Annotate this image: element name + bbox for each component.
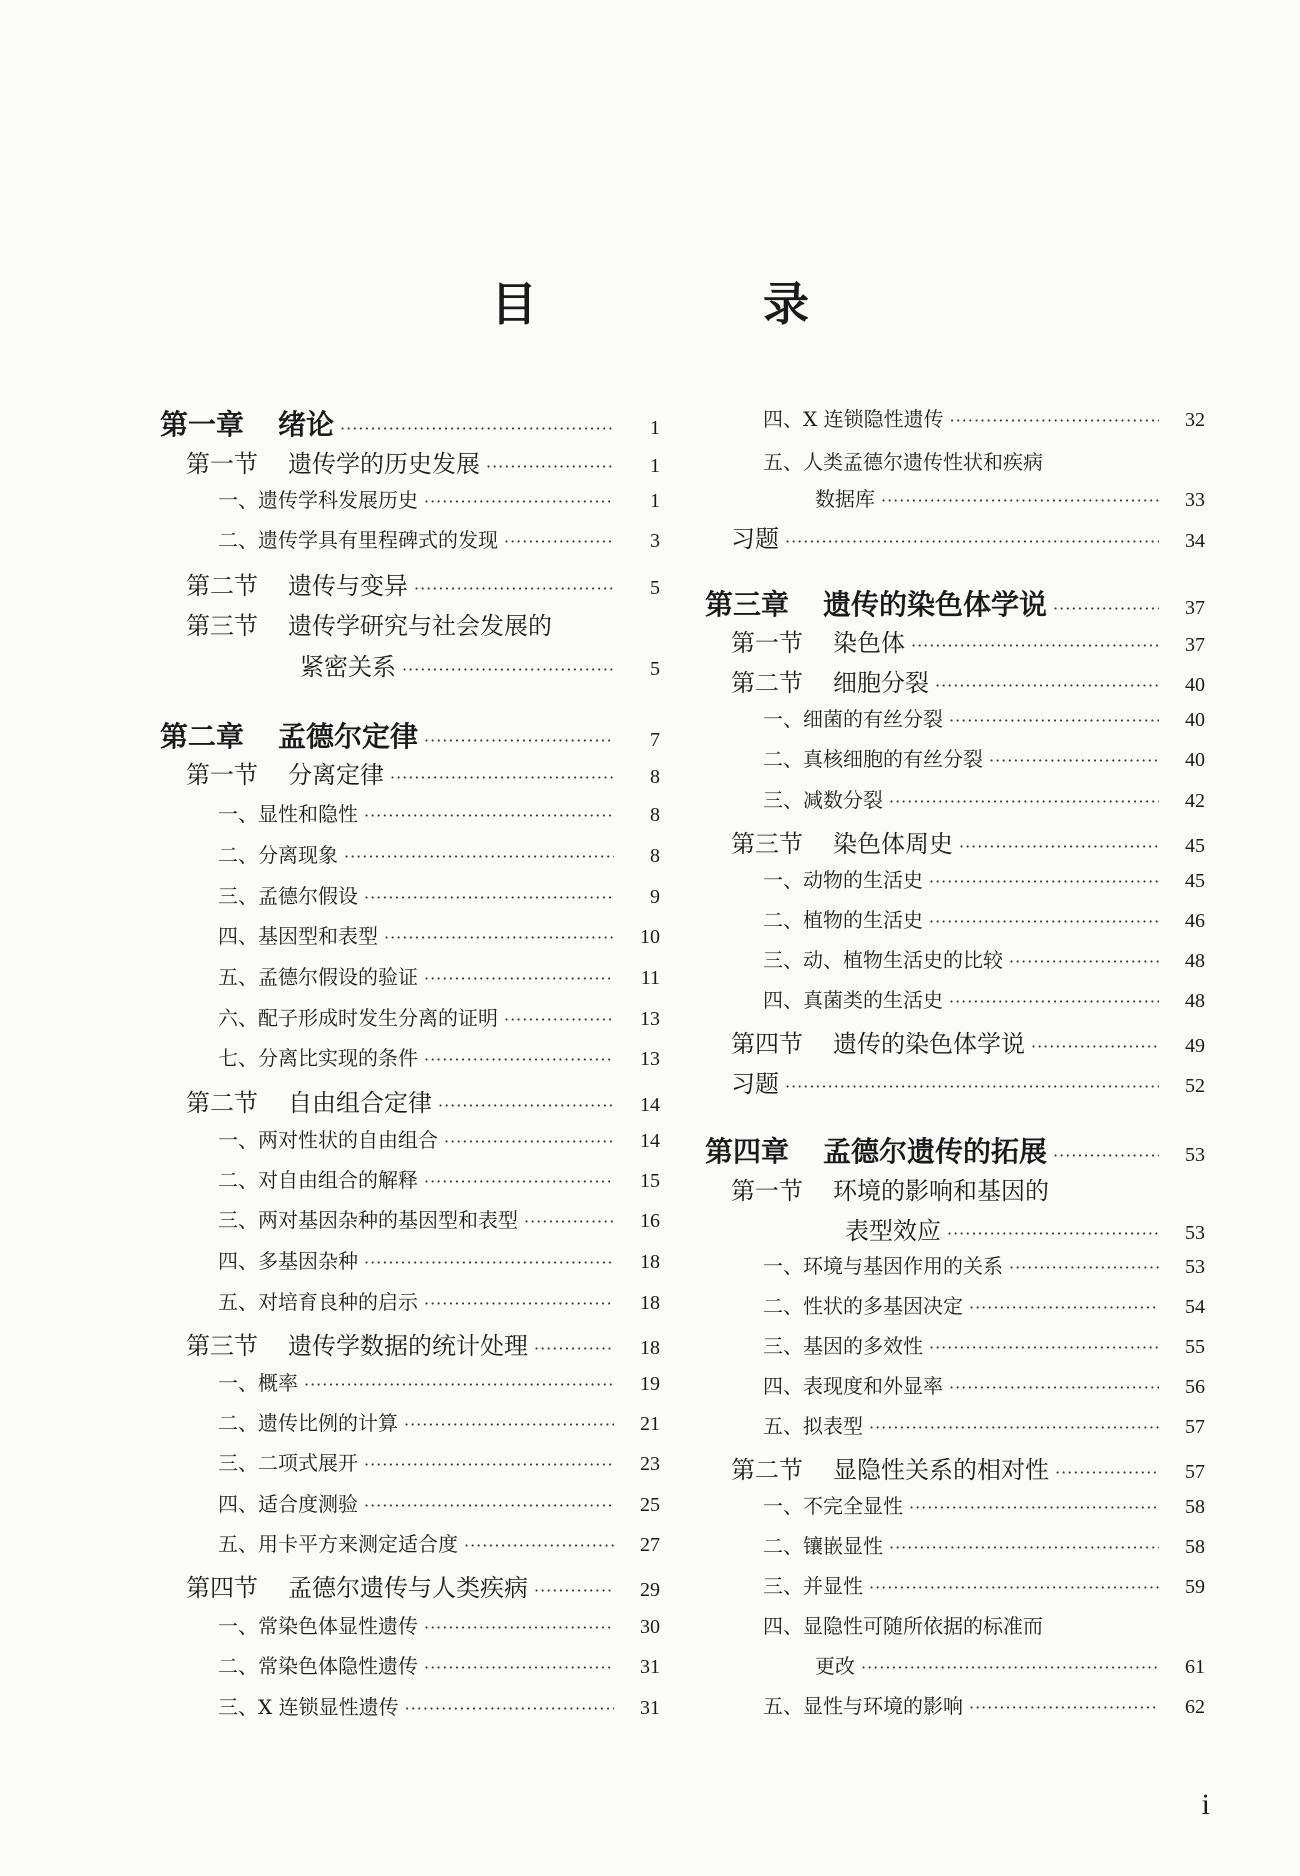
toc-entry-title: 孟德尔遗传与人类疾病 [288,1574,528,1602]
toc-entry-title: 三、二项式展开 [218,1451,358,1475]
toc-entry-page: 32 [1185,409,1205,431]
toc-leader-dots [911,636,1159,655]
toc-entry-title: 二、性状的多基因决定 [763,1294,963,1318]
toc-entry-number: 第二节 [731,669,803,697]
toc-entry-title: 二、常染色体隐性遗传 [218,1654,418,1678]
toc-entry-title: 二、植物的生活史 [763,908,923,932]
toc-entry-page: 14 [640,1094,660,1116]
toc-leader-dots [881,491,1159,510]
toc-entry-title: 四、表现度和外显率 [763,1374,943,1398]
toc-entry [763,1250,1205,1279]
toc-leader-dots [785,532,1159,551]
toc-entry-page: 53 [1185,1256,1205,1278]
toc-entry [218,1407,660,1436]
toc-leader-dots [889,1538,1159,1557]
toc-entry [218,1367,660,1396]
toc-leader-dots [1009,952,1159,971]
toc-leader-dots [785,1077,1159,1096]
toc-entry [218,798,660,827]
toc-entry-title: 五、孟德尔假设的验证 [218,965,418,989]
toc-entry [763,1410,1205,1439]
toc-leader-dots [534,1339,614,1358]
toc-entry-page: 46 [1185,910,1205,932]
toc-leader-dots [402,660,614,679]
toc-entry [218,1286,660,1315]
toc-entry-title: 一、不完全显性 [763,1494,903,1518]
toc-leader-dots [424,492,614,511]
toc-entry [763,703,1205,732]
toc-entry-page: 13 [640,1048,660,1070]
toc-entry-page: 45 [1185,835,1205,857]
toc-entry-page: 54 [1185,1296,1205,1318]
toc-leader-dots [989,751,1159,770]
toc-entry [731,663,1205,698]
toc-entry-title: 一、动物的生活史 [763,868,923,892]
toc-entry-title: 一、细菌的有丝分裂 [763,707,943,731]
toc-leader-dots [444,1132,614,1151]
toc-entry-page: 53 [1185,1144,1205,1166]
toc-leader-dots [950,411,1159,430]
toc-leader-dots [344,847,614,866]
toc-leader-dots [959,837,1159,856]
toc-entry [186,1568,660,1603]
toc-entry-page: 29 [640,1579,660,1601]
toc-entry-page: 18 [640,1292,660,1314]
toc-entry-page: 48 [1185,990,1205,1012]
toc-entry-number: 第一节 [731,1177,803,1205]
toc-entry-title: 四、适合度测验 [218,1492,358,1516]
toc-entry-title: 一、两对性状的自由组合 [218,1128,438,1152]
toc-entry-page: 49 [1185,1035,1205,1057]
toc-entry-page: 57 [1185,1416,1205,1438]
toc-entry [763,403,1205,432]
toc-entry-number: 第三章 [705,588,790,621]
toc-leader-dots [424,1658,614,1677]
toc-leader-dots [889,792,1159,811]
toc-leader-dots [949,711,1159,730]
toc-entry-page: 19 [640,1373,660,1395]
toc-leader-dots [424,1294,614,1313]
toc-leader-dots [414,579,614,598]
toc-entry-title: 五、人类孟德尔遗传性状和疾病 [763,450,1043,474]
toc-entry-title: 表型效应 [845,1217,941,1245]
toc-leader-dots [504,532,614,551]
toc-leader-dots [949,992,1159,1011]
toc-entry-title: 染色体周史 [833,830,953,858]
toc-entry [218,1002,660,1031]
toc-entry [763,1490,1205,1519]
toc-entry-number: 第二节 [186,1089,258,1117]
toc-entry-number: 第四节 [731,1030,803,1058]
toc-entry-page: 9 [650,886,660,908]
toc-entry-page: 34 [1185,530,1205,552]
toc-entry [763,864,1205,893]
toc-entry-title: 三、并显性 [763,1574,863,1598]
toc-entry-title: 五、用卡平方来测定适合度 [218,1532,458,1556]
toc-leader-dots [1053,1146,1159,1165]
toc-entry-title: 一、常染色体显性遗传 [218,1614,418,1638]
toc-entry-page: 42 [1185,790,1205,812]
toc-entry-title: 二、镶嵌显性 [763,1534,883,1558]
toc-leader-dots [364,888,614,907]
toc-leader-dots [909,1498,1159,1517]
toc-entry [218,1245,660,1274]
toc-entry-title: 二、遗传学具有里程碑式的发现 [218,528,498,552]
toc-entry [218,1447,660,1476]
toc-leader-dots [969,1298,1159,1317]
toc-entry-title: 一、概率 [218,1371,298,1395]
toc-entry [218,1488,660,1517]
toc-entry-title: 绪论 [278,408,335,441]
toc-entry-title: 二、真核细胞的有丝分裂 [763,747,983,771]
toc-entry-title: 孟德尔遗传的拓展 [823,1135,1048,1168]
toc-entry-page: 5 [650,658,660,680]
toc-entry-page: 61 [1185,1656,1205,1678]
toc-leader-dots [364,806,614,825]
toc-entry-page: 18 [640,1337,660,1359]
toc-entry [705,583,1205,623]
toc-entry-title: 遗传学数据的统计处理 [288,1332,528,1360]
toc-entry-page: 58 [1185,1536,1205,1558]
toc-entry [815,483,1205,512]
toc-entry [218,880,660,909]
toc-leader-dots [340,419,614,438]
toc-leader-dots [424,1618,614,1637]
toc-entry-page: 23 [640,1453,660,1475]
toc-entry [218,1124,660,1153]
toc-entry-page: 62 [1185,1696,1205,1718]
toc-entry [731,1064,1205,1099]
toc-entry [731,623,1205,658]
toc-entry-number: 第二章 [160,720,245,753]
toc-entry-title: 七、分离比实现的条件 [218,1046,418,1070]
toc-entry-page: 31 [640,1656,660,1678]
toc-entry [218,524,660,553]
toc-entry-page: 55 [1185,1336,1205,1358]
toc-entry-page: 45 [1185,870,1205,892]
toc-entry-title: 遗传的染色体学说 [823,588,1048,621]
toc-entry-page: 40 [1185,749,1205,771]
toc-leader-dots [947,1224,1159,1243]
toc-entry-page: 13 [640,1008,660,1030]
toc-entry [763,1690,1205,1719]
toc-entry [763,1290,1205,1319]
toc-entry-title: 细胞分裂 [833,669,929,697]
toc-entry [300,647,660,682]
toc-entry [186,1326,660,1361]
toc-entry [160,403,660,443]
toc-entry-title: 四、多基因杂种 [218,1249,358,1273]
toc-entry-page: 37 [1185,634,1205,656]
toc-entry-title: 三、X 连锁显性遗传 [218,1695,399,1719]
toc-entry-page: 40 [1185,674,1205,696]
toc-entry-page: 5 [650,577,660,599]
toc-entry-page: 1 [650,455,660,477]
toc-entry [186,755,660,790]
toc-leader-dots [1031,1037,1159,1056]
toc-entry-number: 第三节 [186,1332,258,1360]
toc-entry-number: 第一节 [186,761,258,789]
toc-leader-dots [405,1699,614,1718]
toc-entry-title: 三、减数分裂 [763,788,883,812]
toc-entry-title: 一、环境与基因作用的关系 [763,1254,1003,1278]
toc-entry-number: 第一章 [160,408,245,441]
toc-leader-dots [949,1378,1159,1397]
toc-entry-number: 第一节 [186,450,258,478]
toc-entry-title: 数据库 [815,487,875,511]
toc-entry [763,446,1205,475]
toc-entry [218,1042,660,1071]
toc-entry-page: 15 [640,1170,660,1192]
toc-entry [731,824,1205,859]
toc-leader-dots [534,1581,614,1600]
toc-entry-title: 五、拟表型 [763,1414,863,1438]
toc-leader-dots [384,928,614,947]
toc-entry [218,961,660,990]
toc-leader-dots [364,1253,614,1272]
toc-entry-page: 16 [640,1210,660,1232]
toc-entry-title: 孟德尔定律 [278,720,419,753]
toc-entry [186,606,660,641]
toc-entry-title: 一、遗传学科发展历史 [218,488,418,512]
toc-leader-dots [935,676,1159,695]
toc-entry-page: 8 [650,845,660,867]
toc-entry-page: 58 [1185,1496,1205,1518]
toc-entry [763,1530,1205,1559]
toc-entry [705,1130,1205,1170]
toc-entry [218,1691,660,1720]
toc-entry [763,743,1205,772]
toc-entry-title: 遗传学的历史发展 [288,450,480,478]
toc-entry-title: 一、显性和隐性 [218,802,358,826]
toc-entry-page: 48 [1185,950,1205,972]
toc-entry-page: 10 [640,926,660,948]
toc-leader-dots [424,1172,614,1191]
toc-entry-title: 环境的影响和基因的 [833,1177,1049,1205]
toc-entry-title: 四、真菌类的生活史 [763,988,943,1012]
toc-entry-number: 第二节 [186,572,258,600]
toc-leader-dots [424,1050,614,1069]
toc-entry [218,1650,660,1679]
toc-leader-dots [1009,1258,1159,1277]
toc-leader-dots [524,1212,614,1231]
page-number: i [1201,1788,1210,1821]
toc-leader-dots [504,1010,614,1029]
toc-entry-title: 更改 [815,1654,855,1678]
toc-entry-page: 14 [640,1130,660,1152]
toc-entry [763,784,1205,813]
toc-entry-page: 31 [640,1697,660,1719]
toc-leader-dots [424,969,614,988]
toc-entry-page: 8 [650,804,660,826]
toc-entry-page: 7 [650,729,660,751]
toc-entry-title: 六、配子形成时发生分离的证明 [218,1006,498,1030]
toc-entry-title: 二、分离现象 [218,843,338,867]
toc-entry-page: 37 [1185,597,1205,619]
toc-leader-dots [404,1415,614,1434]
toc-entry-number: 第四节 [186,1574,258,1602]
page-title: 目 录 [491,277,899,331]
toc-entry-number: 第四章 [705,1135,790,1168]
toc-entry-title: 五、显性与环境的影响 [763,1694,963,1718]
toc-leader-dots [869,1578,1159,1597]
toc-entry-title: 分离定律 [288,761,384,789]
toc-entry-title: 遗传与变异 [288,572,408,600]
toc-leader-dots [929,1338,1159,1357]
toc-entry-title: 五、对培育良种的启示 [218,1290,418,1314]
toc-entry-title: 自由组合定律 [288,1089,432,1117]
toc-entry-page: 40 [1185,709,1205,731]
toc-leader-dots [1053,599,1159,618]
toc-entry-title: 四、基因型和表型 [218,924,378,948]
toc-entry-page: 18 [640,1251,660,1273]
toc-entry-page: 8 [650,766,660,788]
toc-entry [731,1450,1205,1485]
toc-entry [845,1211,1205,1246]
toc-entry-page: 25 [640,1494,660,1516]
toc-entry [218,920,660,949]
toc-leader-dots [486,457,614,476]
toc-entry-title: 二、对自由组合的解释 [218,1168,418,1192]
toc-entry [218,839,660,868]
toc-entry-number: 第一节 [731,629,803,657]
toc-entry-title: 遗传学研究与社会发展的 [288,612,552,640]
toc-entry [763,944,1205,973]
toc-entry-page: 52 [1185,1075,1205,1097]
toc-entry [731,1024,1205,1059]
toc-entry-title: 三、两对基因杂种的基因型和表型 [218,1208,518,1232]
toc-entry [186,1083,660,1118]
toc-entry-number: 第三节 [186,612,258,640]
toc-entry [218,484,660,513]
toc-entry-title: 染色体 [833,629,905,657]
toc-entry [731,519,1205,554]
toc-leader-dots [861,1658,1159,1677]
toc-entry [763,1370,1205,1399]
toc-leader-dots [969,1698,1159,1717]
toc-entry-page: 30 [640,1616,660,1638]
toc-leader-dots [1055,1463,1159,1482]
toc-entry-title: 紧密关系 [300,653,396,681]
toc-entry-page: 33 [1185,489,1205,511]
toc-entry-title: 习题 [731,525,779,553]
toc-entry-number: 第三节 [731,830,803,858]
toc-entry [218,1204,660,1233]
toc-entry [731,1171,1205,1206]
toc-entry [218,1164,660,1193]
toc-leader-dots [424,731,614,750]
toc-entry [763,904,1205,933]
toc-entry-number: 第二节 [731,1456,803,1484]
toc-entry [218,1528,660,1557]
toc-leader-dots [390,768,614,787]
toc-entry-title: 四、显隐性可随所依据的标准而 [763,1614,1043,1638]
toc-leader-dots [929,912,1159,931]
toc-entry [763,1610,1205,1639]
toc-entry [763,1570,1205,1599]
toc-entry-page: 21 [640,1413,660,1435]
toc-entry [815,1650,1205,1679]
toc-entry-page: 53 [1185,1222,1205,1244]
toc-entry-title: 习题 [731,1070,779,1098]
toc-leader-dots [869,1418,1159,1437]
toc-entry-page: 57 [1185,1461,1205,1483]
toc-entry-page: 56 [1185,1376,1205,1398]
toc-entry-page: 59 [1185,1576,1205,1598]
toc-leader-dots [364,1496,614,1515]
toc-leader-dots [304,1375,614,1394]
toc-entry-title: 显隐性关系的相对性 [833,1456,1049,1484]
toc-entry-title: 二、遗传比例的计算 [218,1411,398,1435]
toc-entry-page: 27 [640,1534,660,1556]
toc-entry-title: 四、X 连锁隐性遗传 [763,407,944,431]
toc-entry-page: 11 [640,967,660,989]
toc-entry [218,1610,660,1639]
toc-entry-title: 三、孟德尔假设 [218,884,358,908]
toc-leader-dots [464,1536,614,1555]
toc-entry-page: 3 [650,530,660,552]
toc-entry-page: 1 [650,490,660,512]
toc-leader-dots [438,1096,614,1115]
toc-entry-title: 遗传的染色体学说 [833,1030,1025,1058]
toc-leader-dots [364,1455,614,1474]
toc-leader-dots [929,872,1159,891]
toc-entry-title: 三、动、植物生活史的比较 [763,948,1003,972]
toc-entry [186,566,660,601]
toc-entry [160,715,660,755]
toc-entry [763,1330,1205,1359]
toc-entry-page: 1 [650,417,660,439]
toc-entry [186,444,660,479]
toc-entry [763,984,1205,1013]
toc-entry-title: 三、基因的多效性 [763,1334,923,1358]
